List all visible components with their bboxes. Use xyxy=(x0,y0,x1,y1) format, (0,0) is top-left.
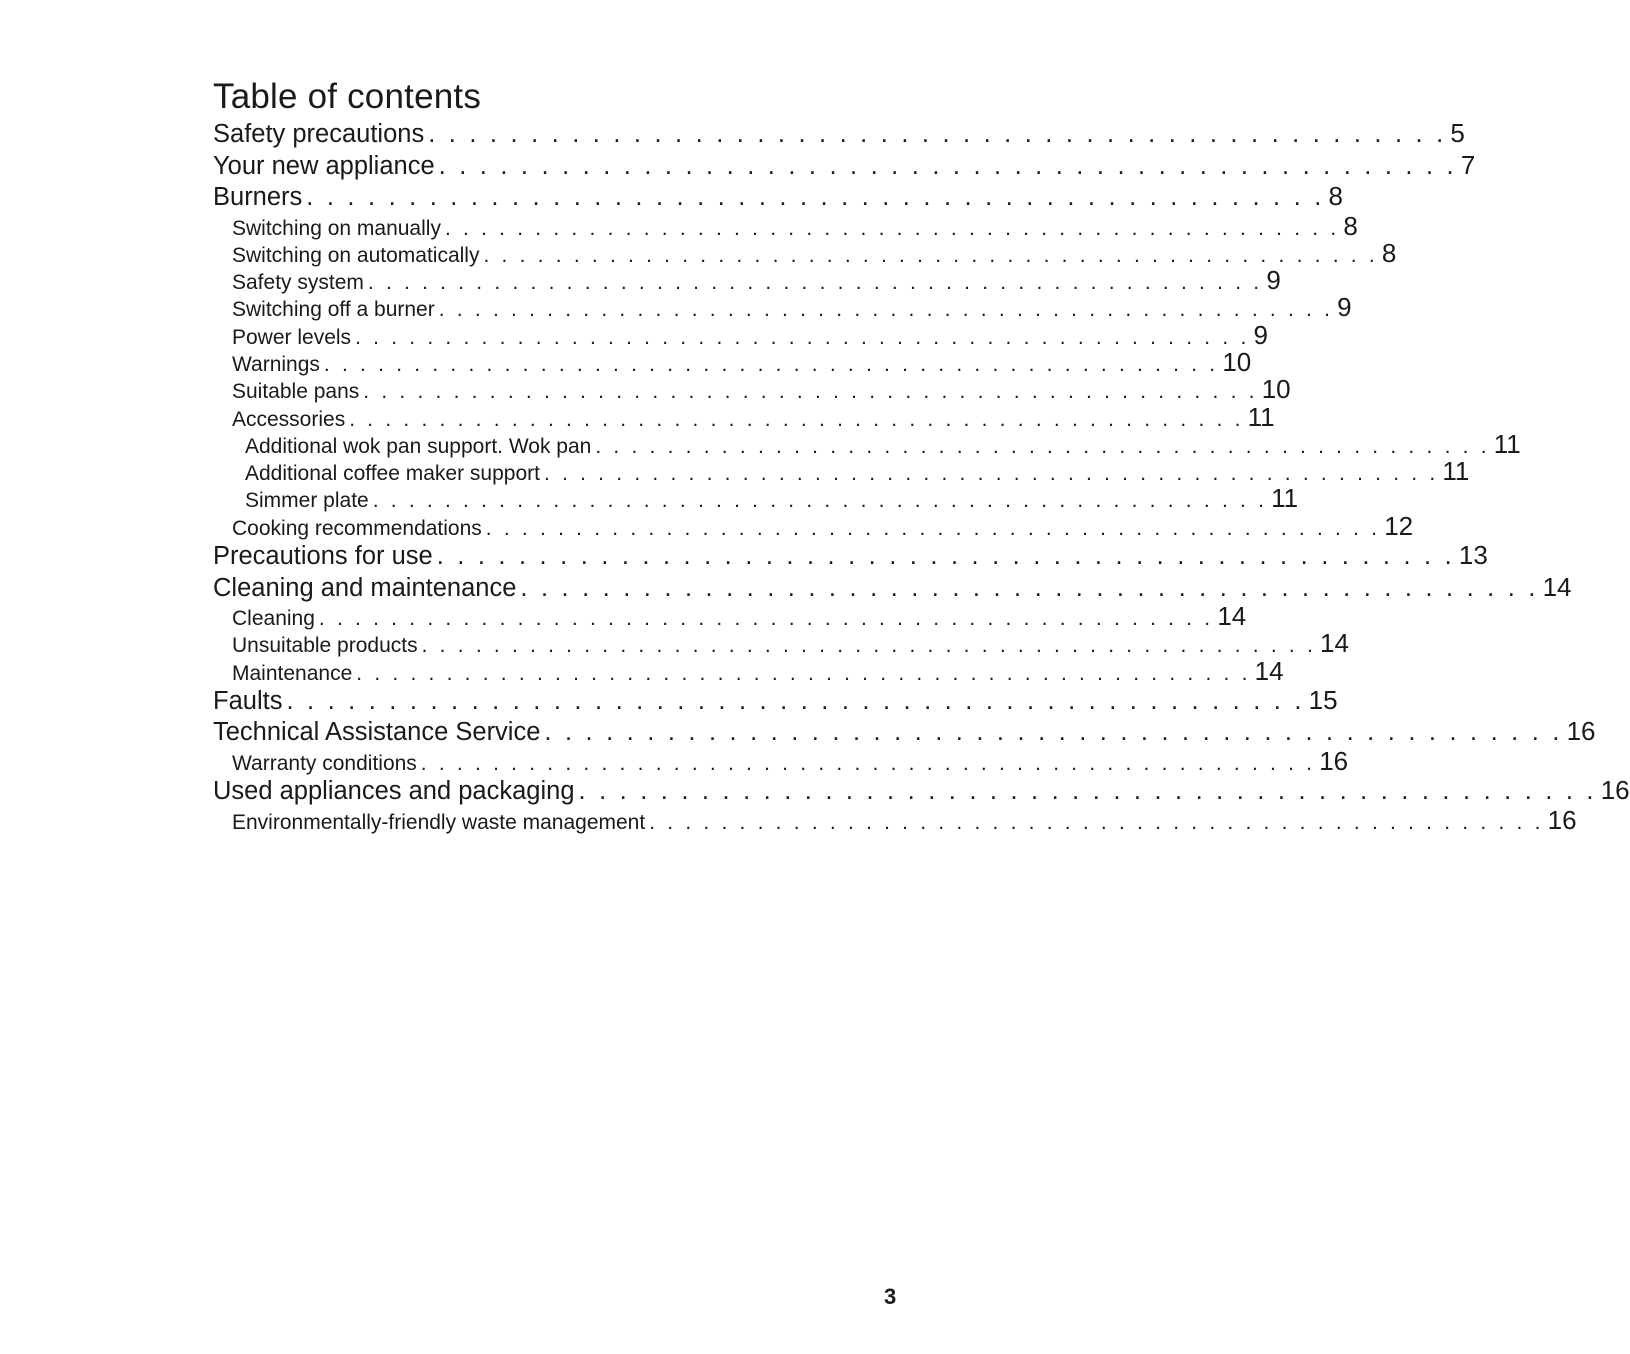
dot-leader: . . . . . . . . . . . . . . . . . . . . . . . . . . . . . . . . . . . . . . . . . . . . . . . . . . xyxy=(543,462,1439,486)
dot-leader: . . . . . . . . . . . . . . . . . . . . . . . . . . . . . . . . . . . . . . . . . . . . . . . . . . xyxy=(649,810,1544,834)
toc-entry-burners[interactable] xyxy=(213,181,1343,213)
page-number: 3 xyxy=(884,1284,897,1309)
dot-leader: . . . . . . . . . . . . . . . . . . . . . . . . . . . . . . . . . . . . . . . . . . . . . . . . . . xyxy=(349,407,1244,431)
toc-entry-maintenance[interactable] xyxy=(213,655,1284,686)
dot-leader: . . . . . . . . . . . . . . . . . . . . . . . . . . . . . . . . . . . . . . . . . . . . . . . . . . xyxy=(428,120,1447,148)
toc-entry-label: Accessories xyxy=(232,407,346,431)
toc-entry-label: Maintenance xyxy=(232,661,353,685)
toc-entry-label: Environmentally-friendly waste management xyxy=(232,810,646,834)
toc-entry-label: Warranty conditions xyxy=(232,751,417,775)
dot-leader: . . . . . . . . . . . . . . . . . . . . . . . . . . . . . . . . . . . . . . . . . . . . . . . . . . xyxy=(436,542,1455,571)
toc-entry-additional-coffee-maker-support[interactable] xyxy=(213,456,1470,487)
dot-leader: . . . . . . . . . . . . . . . . . . . . . . . . . . . . . . . . . . . . . . . . . . . . . . . . . . xyxy=(355,325,1250,349)
dot-leader: . . . . . . . . . . . . . . . . . . . . . . . . . . . . . . . . . . . . . . . . . . . . . . . . . . xyxy=(286,686,1305,715)
toc-entry-label: Your new appliance xyxy=(213,151,435,180)
dot-leader: . . . . . . . . . . . . . . . . . . . . . . . . . . . . . . . . . . . . . . . . . . . . . . . . . . xyxy=(438,298,1334,322)
dot-leader: . . . . . . . . . . . . . . . . . . . . . . . . . . . . . . . . . . . . . . . . . . . . . . . . . . xyxy=(420,751,1316,775)
dot-leader: . . . . . . . . . . . . . . . . . . . . . . . . . . . . . . . . . . . . . . . . . . . . . . . . . . xyxy=(356,661,1251,685)
toc-entry-page: 8 xyxy=(1328,181,1343,211)
page-title: Table of contents xyxy=(213,77,482,117)
dot-leader: . . . . . . . . . . . . . . . . . . . . . . . . . . . . . . . . . . . . . . . . . . . . . . . . . . xyxy=(578,777,1597,806)
dot-leader: . . . . . . . . . . . . . . . . . . . . . . . . . . . . . . . . . . . . . . . . . . . . . . . . . . xyxy=(367,271,1263,295)
dot-leader: . . . . . . . . . . . . . . . . . . . . . . . . . . . . . . . . . . . . . . . . . . . . . . . . . . xyxy=(485,516,1381,540)
toc-entry-label: Switching on automatically xyxy=(232,243,480,267)
toc-entry-used-appliances-and-packaging[interactable] xyxy=(213,775,1630,807)
toc-entry-label: Cleaning and maintenance xyxy=(213,573,517,602)
dot-leader: . . . . . . . . . . . . . . . . . . . . . . . . . . . . . . . . . . . . . . . . . . . . . . . . . . xyxy=(595,434,1490,458)
toc-entry-page: 11 xyxy=(1247,401,1275,432)
toc-entry-page: 14 xyxy=(1217,601,1247,632)
toc-entry-label: Safety system xyxy=(232,271,364,295)
toc-entry-page: 16 xyxy=(1600,775,1630,806)
toc-entry-safety-precautions[interactable] xyxy=(213,118,1465,150)
toc-entry-label: Unsuitable products xyxy=(232,634,418,658)
toc-entry-accessories[interactable] xyxy=(213,401,1275,432)
toc-entry-switching-off-a-burner[interactable] xyxy=(213,292,1352,323)
toc-entry-label: Switching on manually xyxy=(232,216,441,240)
toc-entry-simmer-plate[interactable] xyxy=(213,483,1299,514)
toc-entry-page: 11 xyxy=(1493,428,1521,459)
toc-entry-label: Precautions for use xyxy=(213,542,433,571)
toc-entry-cleaning-and-maintenance[interactable] xyxy=(213,571,1572,604)
toc-entry-label: Warnings xyxy=(232,352,320,376)
toc-entry-label: Burners xyxy=(213,183,303,211)
toc-entry-page: 16 xyxy=(1547,804,1577,835)
toc-entry-page: 11 xyxy=(1271,483,1299,514)
toc-entry-page: 16 xyxy=(1566,716,1596,747)
toc-entry-label: Additional coffee maker support xyxy=(245,462,540,486)
dot-leader: . . . . . . . . . . . . . . . . . . . . . . . . . . . . . . . . . . . . . . . . . . . . . . . . . . xyxy=(483,243,1378,267)
toc-entry-page: 16 xyxy=(1319,745,1349,776)
dot-leader: . . . . . . . . . . . . . . . . . . . . . . . . . . . . . . . . . . . . . . . . . . . . . . . . . . xyxy=(372,489,1268,513)
toc-entry-page: 10 xyxy=(1261,374,1291,405)
toc-entry-page: 9 xyxy=(1337,292,1352,323)
dot-leader: . . . . . . . . . . . . . . . . . . . . . . . . . . . . . . . . . . . . . . . . . . . . . . . . . . xyxy=(306,183,1325,211)
toc-entry-page: 9 xyxy=(1266,265,1281,296)
toc-entry-label: Cooking recommendations xyxy=(232,516,482,540)
toc-entry-environmentally-friendly-waste-management[interactable] xyxy=(213,804,1577,835)
toc-entry-cleaning[interactable] xyxy=(213,601,1247,632)
toc-entry-safety-system[interactable] xyxy=(213,265,1281,296)
toc-entry-warnings[interactable] xyxy=(213,346,1252,377)
toc-entry-label: Simmer plate xyxy=(245,489,369,513)
dot-leader: . . . . . . . . . . . . . . . . . . . . . . . . . . . . . . . . . . . . . . . . . . . . . . . . . . xyxy=(363,380,1258,404)
toc-entry-label: Used appliances and packaging xyxy=(213,777,575,806)
toc-entry-cooking-recommendations[interactable] xyxy=(213,510,1414,541)
toc-entry-page: 7 xyxy=(1460,149,1476,180)
toc-entry-unsuitable-products[interactable] xyxy=(213,628,1349,659)
toc-entry-warranty-conditions[interactable] xyxy=(213,745,1349,776)
toc-entry-label: Technical Assistance Service xyxy=(213,718,541,747)
toc-entry-page: 5 xyxy=(1450,118,1465,148)
table-of-contents xyxy=(213,118,1630,835)
dot-leader: . . . . . . . . . . . . . . . . . . . . . . . . . . . . . . . . . . . . . . . . . . . . . . . . . . xyxy=(444,216,1340,240)
toc-entry-label: Suitable pans xyxy=(232,380,360,404)
toc-entry-faults[interactable] xyxy=(213,684,1338,717)
dot-leader: . . . . . . . . . . . . . . . . . . . . . . . . . . . . . . . . . . . . . . . . . . . . . . . . . . xyxy=(544,718,1563,747)
toc-entry-page: 11 xyxy=(1442,456,1470,487)
toc-entry-suitable-pans[interactable] xyxy=(213,374,1291,405)
toc-entry-switching-on-manually[interactable] xyxy=(213,210,1358,241)
toc-entry-label: Safety precautions xyxy=(213,120,425,148)
toc-entry-page: 8 xyxy=(1343,210,1358,241)
toc-entry-label: Power levels xyxy=(232,325,352,349)
toc-entry-additional-wok-pan-support[interactable] xyxy=(213,428,1521,459)
toc-entry-page: 13 xyxy=(1458,540,1488,571)
toc-entry-page: 8 xyxy=(1381,237,1397,268)
toc-entry-switching-on-automatically[interactable] xyxy=(213,237,1397,268)
dot-leader: . . . . . . . . . . . . . . . . . . . . . . . . . . . . . . . . . . . . . . . . . . . . . . . . . . xyxy=(323,352,1219,376)
toc-entry-power-levels[interactable] xyxy=(213,319,1268,350)
toc-entry-your-new-appliance[interactable] xyxy=(213,149,1476,182)
toc-entry-page: 10 xyxy=(1222,346,1252,377)
dot-leader: . . . . . . . . . . . . . . . . . . . . . . . . . . . . . . . . . . . . . . . . . . . . . . . . . . xyxy=(438,151,1457,180)
toc-entry-precautions-for-use[interactable] xyxy=(213,540,1488,572)
toc-entry-label: Faults xyxy=(213,686,283,715)
toc-entry-technical-assistance-service[interactable] xyxy=(213,716,1596,748)
toc-entry-page: 14 xyxy=(1542,571,1572,602)
toc-entry-label: Cleaning xyxy=(232,607,315,631)
toc-entry-label: Additional wok pan support. Wok pan xyxy=(245,434,592,458)
dot-leader: . . . . . . . . . . . . . . . . . . . . . . . . . . . . . . . . . . . . . . . . . . . . . . . . . . xyxy=(318,607,1214,631)
toc-entry-label: Switching off a burner xyxy=(232,298,435,322)
toc-entry-page: 9 xyxy=(1253,319,1268,350)
toc-entry-page: 12 xyxy=(1384,510,1414,541)
toc-entry-page: 15 xyxy=(1308,684,1338,715)
toc-entry-page: 14 xyxy=(1320,628,1349,659)
dot-leader: . . . . . . . . . . . . . . . . . . . . . . . . . . . . . . . . . . . . . . . . . . . . . . . . . . xyxy=(520,573,1539,602)
toc-entry-page: 14 xyxy=(1254,655,1284,686)
dot-leader: . . . . . . . . . . . . . . . . . . . . . . . . . . . . . . . . . . . . . . . . . . . . . . . . . . xyxy=(421,634,1317,658)
